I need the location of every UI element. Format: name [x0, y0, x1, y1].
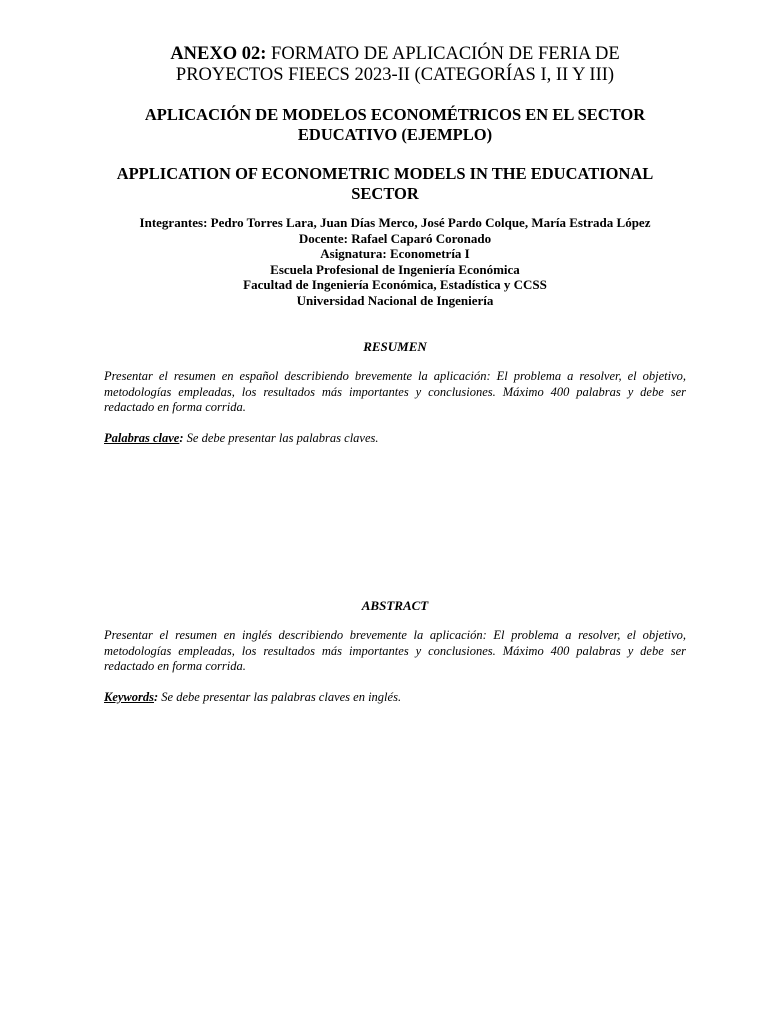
title-english	[80, 164, 690, 204]
annex-title-line1	[80, 44, 710, 65]
abstract-keywords-label: Keywords	[104, 690, 154, 704]
authors-course: Asignatura: Econometría I	[320, 246, 470, 261]
resumen-heading: RESUMEN	[363, 339, 427, 354]
abstract-body: Presentar el resumen en inglés describiendo brevemente la aplicación: El problema a resolver, el objetivo, metodologías empleadas, los resultados más importantes y conclusiones. Máximo 400 palabras y debe ser redactado en forma corrida.	[104, 628, 686, 673]
annex-title-text1: FORMATO DE APLICACIÓN DE FERIA DE	[271, 44, 620, 64]
authors-university: Universidad Nacional de Ingeniería	[296, 292, 494, 308]
authors-faculty: Facultad de Ingeniería Económica, Estadística y CCSS	[243, 277, 547, 292]
abstract-heading: ABSTRACT	[361, 598, 429, 613]
abstract-keywords-text: Se debe presentar las palabras claves en inglés.	[161, 690, 402, 704]
resumen-keywords-label: Palabras clave	[104, 431, 180, 445]
authors-block	[100, 215, 690, 308]
title-english-line1: APPLICATION OF ECONOMETRIC MODELS IN THE EDUCATIONAL	[116, 164, 654, 183]
resumen-body: Presentar el resumen en español describiendo brevemente la aplicación: El problema a resolver, el objetivo, metodologías empleadas, los resultados más importantes y conclusiones. Máximo 400 palabras y debe ser redactado en forma corrida.	[104, 369, 686, 414]
title-spanish	[110, 105, 680, 145]
annex-title-line2: PROYECTOS FIEECS 2023-II (CATEGORÍAS I, II Y III)	[175, 65, 615, 85]
abstract-keywords: Keywords: Se debe presentar las palabras claves en inglés.	[104, 690, 402, 704]
authors-teacher: Docente: Rafael Caparó Coronado	[298, 230, 492, 246]
annex-title	[80, 44, 710, 86]
title-spanish-line2: EDUCATIVO (EJEMPLO)	[297, 125, 493, 144]
annex-label: ANEXO 02:	[170, 44, 267, 64]
resumen-keywords-text: Se debe presentar las palabras claves.	[186, 431, 379, 445]
authors-school: Escuela Profesional de Ingeniería Económica	[270, 261, 520, 277]
title-english-line2: SECTOR	[351, 184, 419, 203]
title-spanish-line1: APLICACIÓN DE MODELOS ECONOMÉTRICOS EN EL SECTOR	[144, 105, 646, 124]
authors-members: Integrantes: Pedro Torres Lara, Juan Días Merco, José Pardo Colque, María Estrada López	[139, 215, 651, 230]
resumen-keywords: Palabras clave: Se debe presentar las palabras claves.	[104, 431, 379, 445]
